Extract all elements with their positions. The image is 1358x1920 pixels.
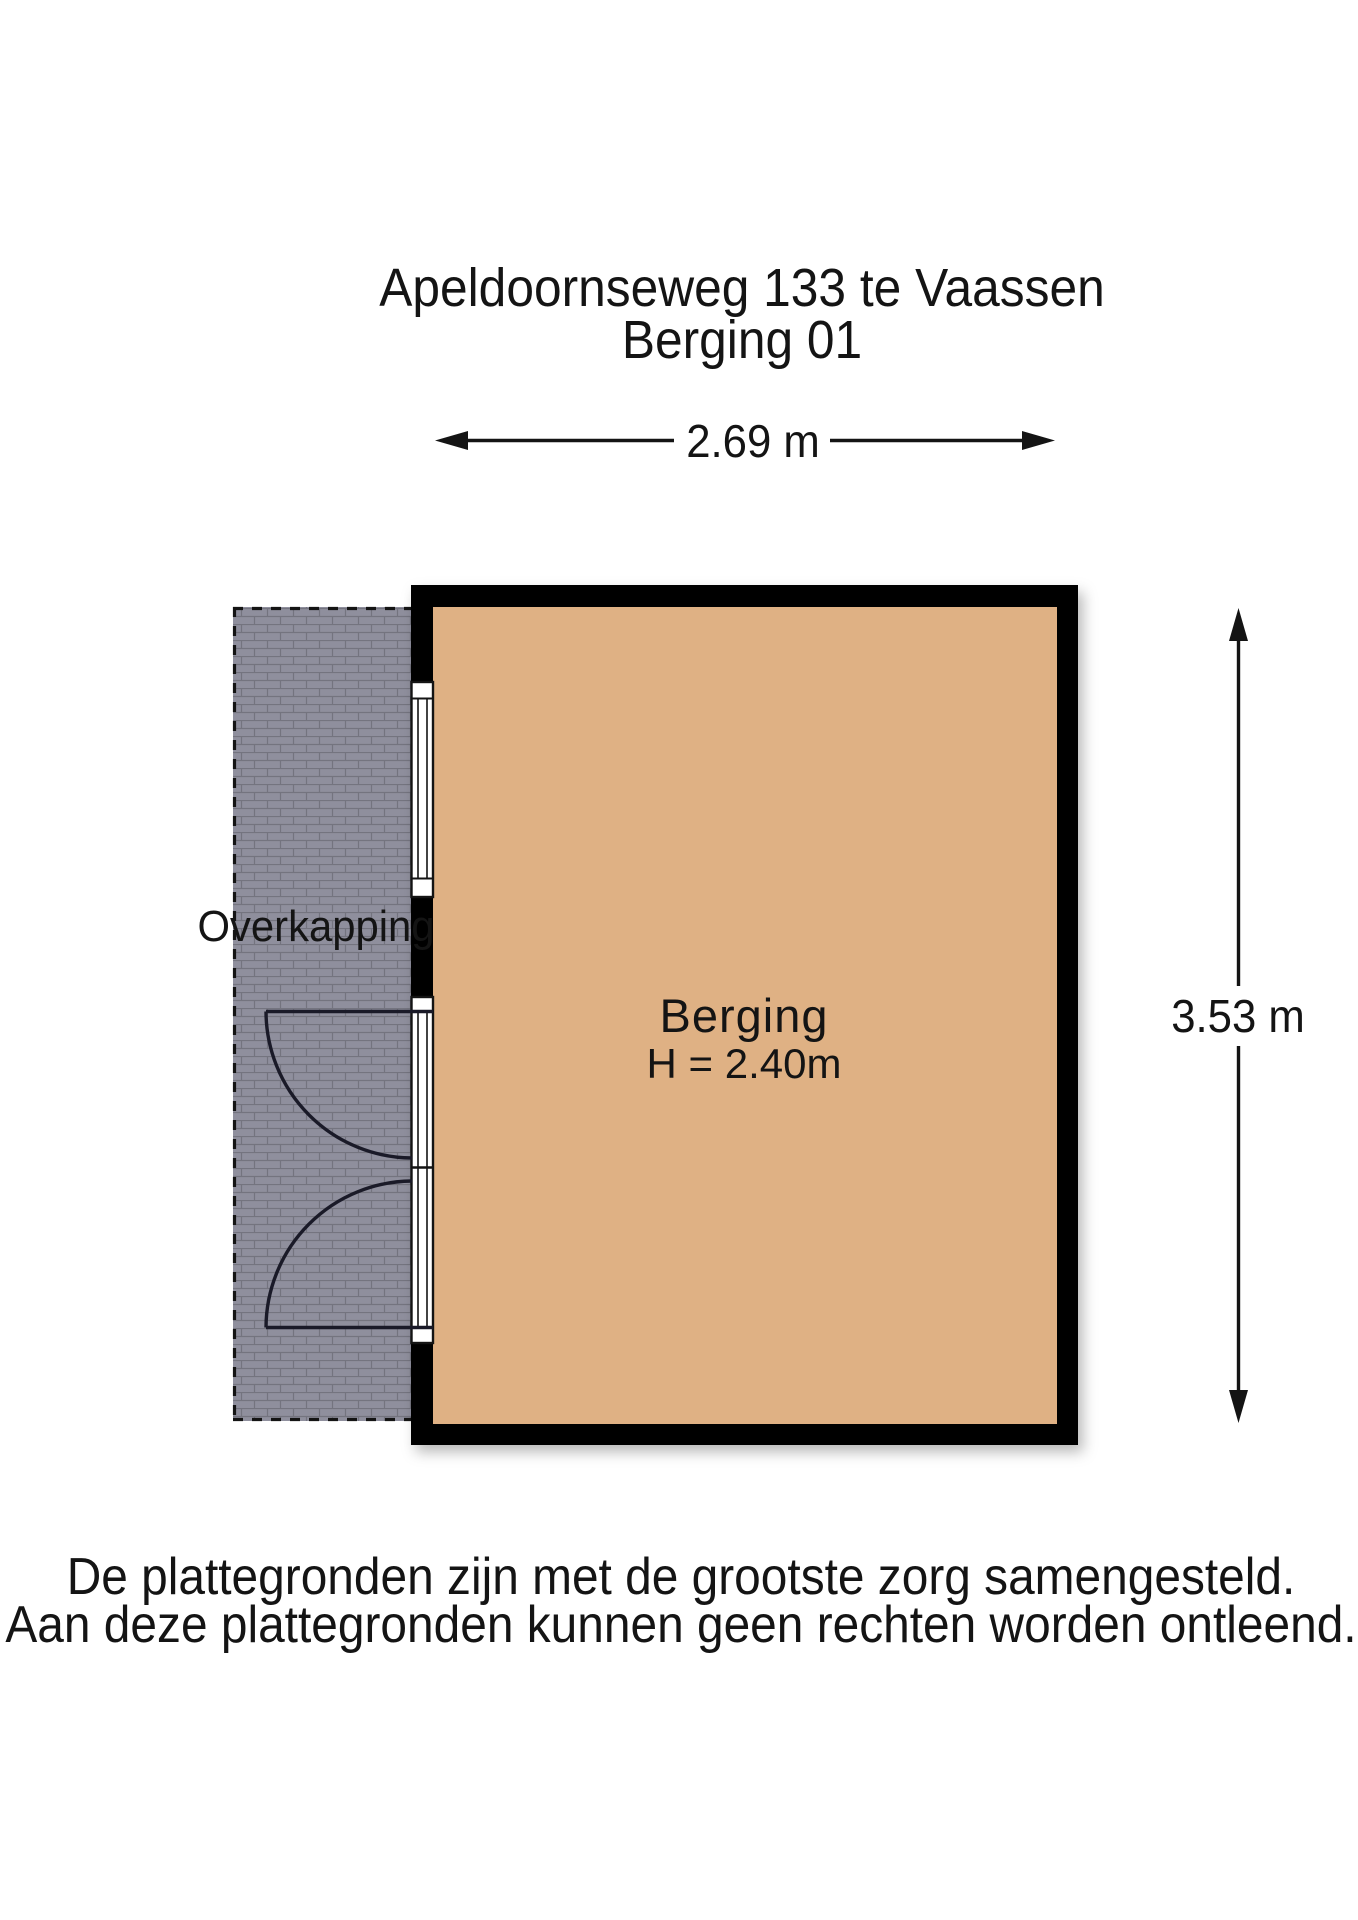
arrowhead-left — [435, 431, 468, 450]
height-dimension-label: 3.53 m — [1171, 990, 1305, 1042]
arrowhead-right — [1022, 431, 1055, 450]
page-title — [379, 258, 1105, 370]
arrowhead-up — [1229, 608, 1248, 641]
arrowhead-down — [1229, 1390, 1248, 1423]
overkapping-paving — [233, 607, 415, 1421]
door-opening — [412, 997, 434, 1343]
room-label-overkapping: Overkapping — [197, 902, 435, 951]
page-title-address: Apeldoornseweg 133 te Vaassen — [379, 258, 1105, 318]
disclaimer-line2: Aan deze plattegronden kunnen geen rechten worden ontleend. — [5, 1596, 1357, 1654]
window — [412, 682, 434, 897]
disclaimer — [5, 1548, 1357, 1654]
page-title-sub: Berging 01 — [621, 310, 863, 370]
width-dimension-label: 2.69 m — [686, 415, 820, 467]
room-ceiling-height: H = 2.40m — [646, 1040, 842, 1087]
disclaimer-line1: De plattegronden zijn met de grootste zorg samengesteld. — [66, 1548, 1296, 1606]
room-label-berging — [646, 989, 842, 1088]
room-name: Berging — [659, 989, 829, 1042]
